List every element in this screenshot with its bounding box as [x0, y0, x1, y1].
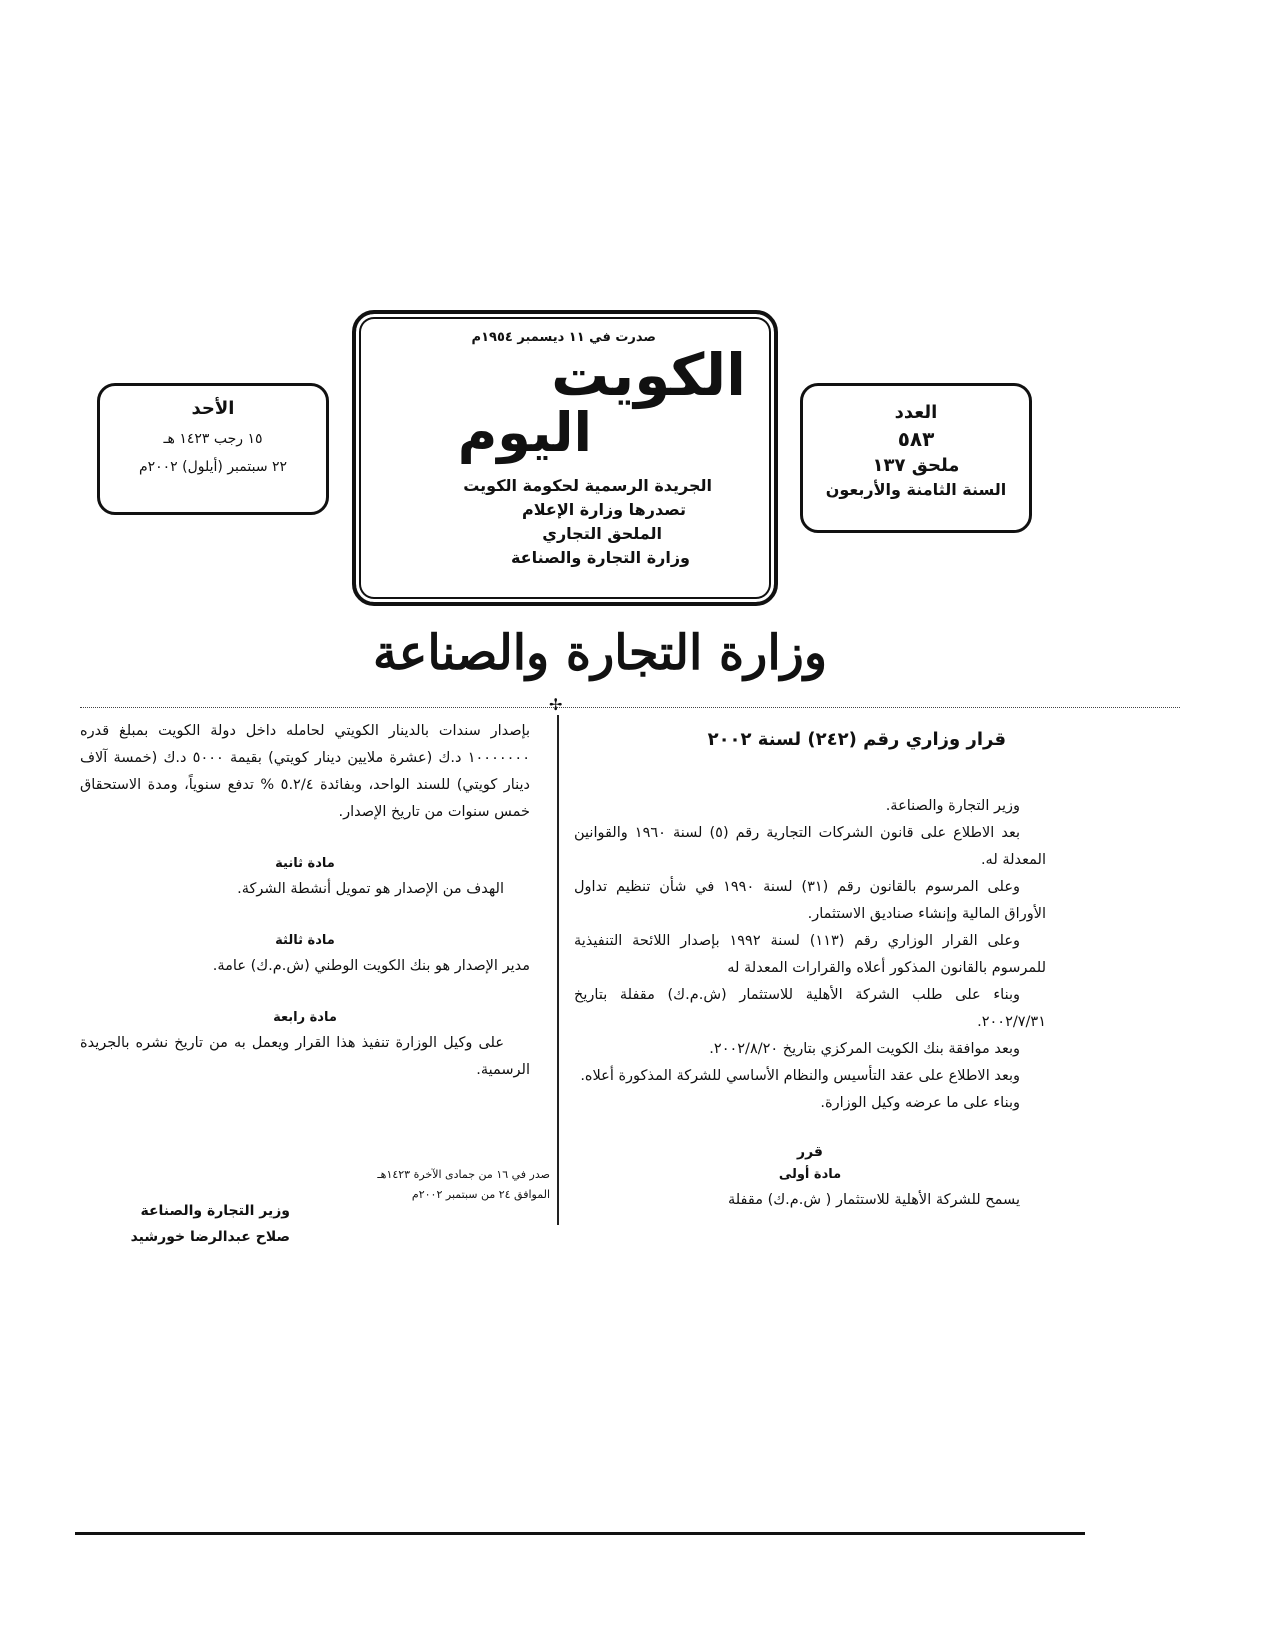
preamble-paragraph: بعد الاطلاع على قانون الشركات التجارية رقم (٥) لسنة ١٩٦٠ والقوانين المعدلة له. — [574, 825, 1046, 868]
preamble-paragraph: وبعد موافقة بنك الكويت المركزي بتاريخ ٢٠٠٢/٨/٢٠. — [709, 1041, 1020, 1057]
gazette-title-line-1: الكويت — [551, 341, 746, 409]
preamble-paragraph: وزير التجارة والصناعة. — [885, 798, 1020, 814]
right-column — [574, 718, 1046, 1214]
day-name: الأحد — [191, 398, 235, 419]
gregorian-date: ٢٢ سبتمبر (أيلول) ٢٠٠٢م — [138, 459, 288, 475]
gazette-subtitle-1: الجريدة الرسمية لحكومة الكويت — [463, 476, 712, 495]
star-ornament-icon: ✢ — [549, 695, 563, 714]
date-box — [97, 383, 329, 515]
supplement-number: ملحق ١٣٧ — [872, 455, 960, 476]
signatory-name: صلاح عبدالرضا خورشيد — [130, 1229, 290, 1245]
article-1-title: مادة أولى — [778, 1167, 842, 1182]
preamble-paragraph: وبناء على ما عرضه وكيل الوزارة. — [820, 1095, 1020, 1111]
article-3-title: مادة ثالثة — [275, 933, 335, 948]
column-divider — [557, 715, 559, 1225]
decision-title: قرار وزاري رقم (٢٤٢) لسنة ٢٠٠٢ — [707, 729, 1006, 750]
issued-date-gregorian: الموافق ٢٤ من سبتمبر ٢٠٠٢م — [411, 1188, 550, 1201]
article-1-continuation: بإصدار سندات بالدينار الكويتي لحامله داخل دولة الكويت بمبلغ قدره ١٠٠٠٠٠٠٠ د.ك (عشرة ملايين دينار كويتي) بقيمة ٥٠٠٠ د.ك (خمسة آلاف دينار كويتي) للسند الواحد، وبفائدة ٥.٢/٤ % تدفع سنوياً، ومدة الاستحقاق خمس سنوات من تاريخ الإصدار. — [80, 723, 531, 820]
preamble-paragraph: وبناء على طلب الشركة الأهلية للاستثمار (ش.م.ك) مقفلة بتاريخ ٢٠٠٢/٧/٣١. — [574, 987, 1046, 1030]
article-2-title: مادة ثانية — [275, 856, 335, 871]
article-4-text: على وكيل الوزارة تنفيذ هذا القرار ويعمل به من تاريخ نشره بالجريدة الرسمية. — [80, 1035, 530, 1078]
issued-date-hijri: صدر في ١٦ من جمادى الآخرة ١٤٢٣هـ — [377, 1168, 550, 1181]
gazette-subtitle-4: وزارة التجارة والصناعة — [510, 548, 690, 567]
gazette-title-line-2: اليوم — [457, 401, 592, 464]
banner-divider — [80, 707, 1180, 708]
gazette-subtitle-3: الملحق التجاري — [542, 524, 662, 543]
hijri-date: ١٥ رجب ١٤٢٣ هـ — [163, 431, 263, 447]
article-1-text: يسمح للشركة الأهلية للاستثمار ( ش.م.ك) مقفلة — [727, 1192, 1020, 1208]
article-3-text: مدير الإصدار هو بنك الكويت الوطني (ش.م.ك) عامة. — [212, 958, 530, 974]
ministry-banner: وزارة التجارة والصناعة — [372, 625, 828, 681]
gazette-subtitle-2: تصدرها وزارة الإعلام — [522, 500, 686, 519]
page-bottom-rule — [75, 1532, 1085, 1535]
publication-year: السنة الثامنة والأربعون — [825, 480, 1007, 499]
signatory-title: وزير التجارة والصناعة — [140, 1203, 290, 1219]
left-column — [80, 718, 530, 1084]
issue-box — [800, 383, 1032, 533]
decided-heading: قرر — [797, 1144, 823, 1160]
signature-block — [80, 1198, 290, 1250]
article-2-text: الهدف من الإصدار هو تمويل أنشطة الشركة. — [237, 881, 504, 897]
gazette-title-box — [352, 310, 778, 606]
issue-number: ٥٨٣ — [897, 427, 935, 451]
issue-label: العدد — [894, 402, 938, 423]
preamble-paragraph: وبعد الاطلاع على عقد التأسيس والنظام الأساسي للشركة المذكورة أعلاه. — [580, 1068, 1020, 1084]
preamble-paragraph: وعلى القرار الوزاري رقم (١١٣) لسنة ١٩٩٢ بإصدار اللائحة التنفيذية للمرسوم بالقانون المذكور أعلاه والقرارات المعدلة له — [574, 933, 1046, 976]
preamble-paragraph: وعلى المرسوم بالقانون رقم (٣١) لسنة ١٩٩٠ في شأن تنظيم تداول الأوراق المالية وإنشاء صناديق الاستثمار. — [574, 879, 1046, 922]
founded-date: صدرت في ١١ ديسمبر ١٩٥٤م — [471, 330, 656, 345]
article-4-title: مادة رابعة — [273, 1010, 337, 1025]
issued-date — [320, 1165, 550, 1205]
